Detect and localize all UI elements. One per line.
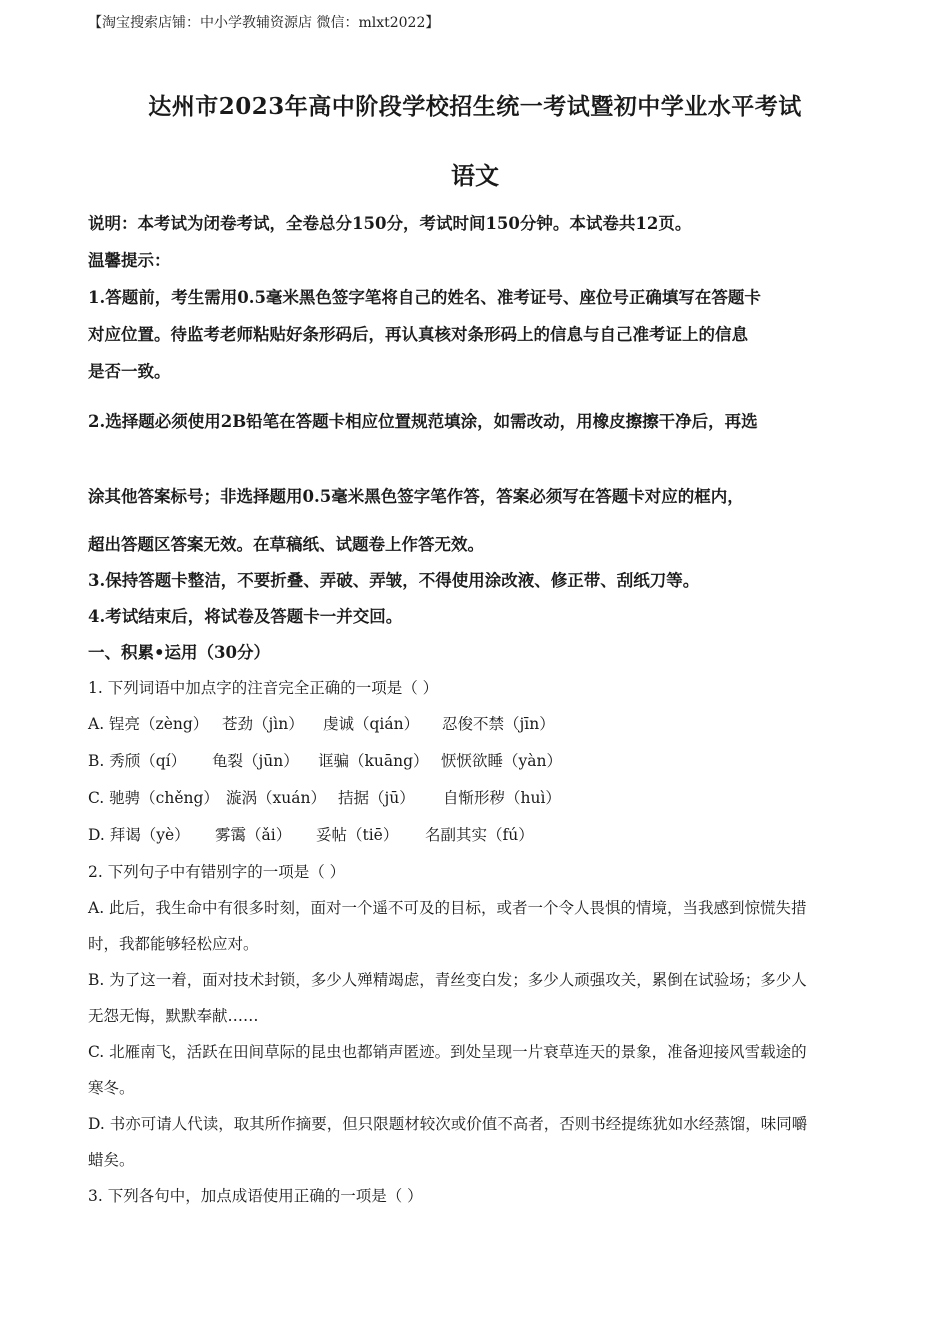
exam-description: 说明：本考试为闭卷考试，全卷总分150分，考试时间150分钟。本试卷共12页。 [88,214,692,233]
tip2-line3: 超出答题区答案无效。在草稿纸、试题卷上作答无效。 [88,535,484,554]
tip2-line1: 2.选择题必须使用2B铅笔在答题卡相应位置规范填涂，如需改动，用橡皮擦擦干净后，再选 [88,412,758,431]
q1-c-item1: C. 驰骋（chěng） [88,789,219,807]
q2-a-line1: A. 此后，我生命中有很多时刻，面对一个遥不可及的目标，或者一个令人畏惧的情境，当我感到惊慌失措 [88,899,807,917]
q1-d-item2: 雾霭（ǎi） [215,826,292,844]
q1-d-item3: 妥帖（tiē） [316,826,399,844]
q2-stem: 2. 下列句子中有错别字的一项是（ ） [88,863,346,881]
tip1-line2: 对应位置。待监考老师粘贴好条形码后，再认真核对条形码上的信息与自己准考证上的信息 [88,325,748,344]
q1-c-item4: 自惭形秽（huì） [443,789,561,807]
q2-b-line1: B. 为了这一着，面对技术封锁，多少人殚精竭虑，青丝变白发；多少人顽强攻关，累倒在试验场；多少人 [88,971,807,989]
tip3: 3.保持答题卡整洁，不要折叠、弄破、弄皱，不得使用涂改液、修正带、刮纸刀等。 [88,571,700,590]
store-notice: 【淘宝搜索店铺：中小学教辅资源店 微信：mlxt2022】 [88,15,440,31]
q2-a-line2: 时，我都能够轻松应对。 [88,935,259,953]
q3-stem: 3. 下列各句中，加点成语使用正确的一项是（ ） [88,1187,423,1205]
q1-a-item2: 苍劲（jìn） [222,715,304,733]
tip2-line2: 涂其他答案标号；非选择题用0.5毫米黑色签字笔作答，答案必须写在答题卡对应的框内， [88,487,744,506]
q1-a-item3: 虔诚（qián） [323,715,420,733]
tip4: 4.考试结束后，将试卷及答题卡一并交回。 [88,607,403,626]
q1-a-item4: 忍俊不禁（jīn） [442,715,555,733]
tips-heading: 温馨提示： [88,251,171,270]
q1-c-item2: 漩涡（xuán） [226,789,326,807]
q1-c-item3: 拮据（jū） [338,789,415,807]
exam-title: 达州市2023年高中阶段学校招生统一考试暨初中学业水平考试 [148,93,802,120]
tip1-line1: 1.答题前，考生需用0.5毫米黑色签字笔将自己的姓名、准考证号、座位号正确填写在答题卡 [88,288,761,307]
tip1-line3: 是否一致。 [88,362,171,381]
q2-c-line2: 寒冬。 [88,1079,135,1097]
q1-a-item1: A. 锃亮（zèng） [88,715,209,733]
q2-d-line2: 蜡矣。 [88,1151,135,1169]
q1-stem: 1. 下列词语中加点字的注音完全正确的一项是（ ） [88,679,439,697]
q2-b-line2: 无怨无悔，默默奉献…… [88,1007,259,1025]
q1-b-item2: 龟裂（jūn） [212,752,299,770]
q1-d-item1: D. 拜谒（yè） [88,826,190,844]
subject-title: 语文 [451,161,499,190]
q1-b-item1: B. 秀颀（qí） [88,752,187,770]
section1-heading: 一、积累•运用（30分） [88,643,271,662]
q2-c-line1: C. 北雁南飞，活跃在田间草际的昆虫也都销声匿迹。到处呈现一片衰草连天的景象，准备迎接风雪载途的 [88,1043,807,1061]
q1-d-item4: 名副其实（fú） [425,826,534,844]
q1-b-item4: 恹恹欲睡（yàn） [441,752,562,770]
q2-d-line1: D. 书亦可请人代读，取其所作摘要，但只限题材较次或价值不高者，否则书经提练犹如水经蒸馏，味同嚼 [88,1115,808,1133]
q1-b-item3: 诓骗（kuāng） [318,752,429,770]
